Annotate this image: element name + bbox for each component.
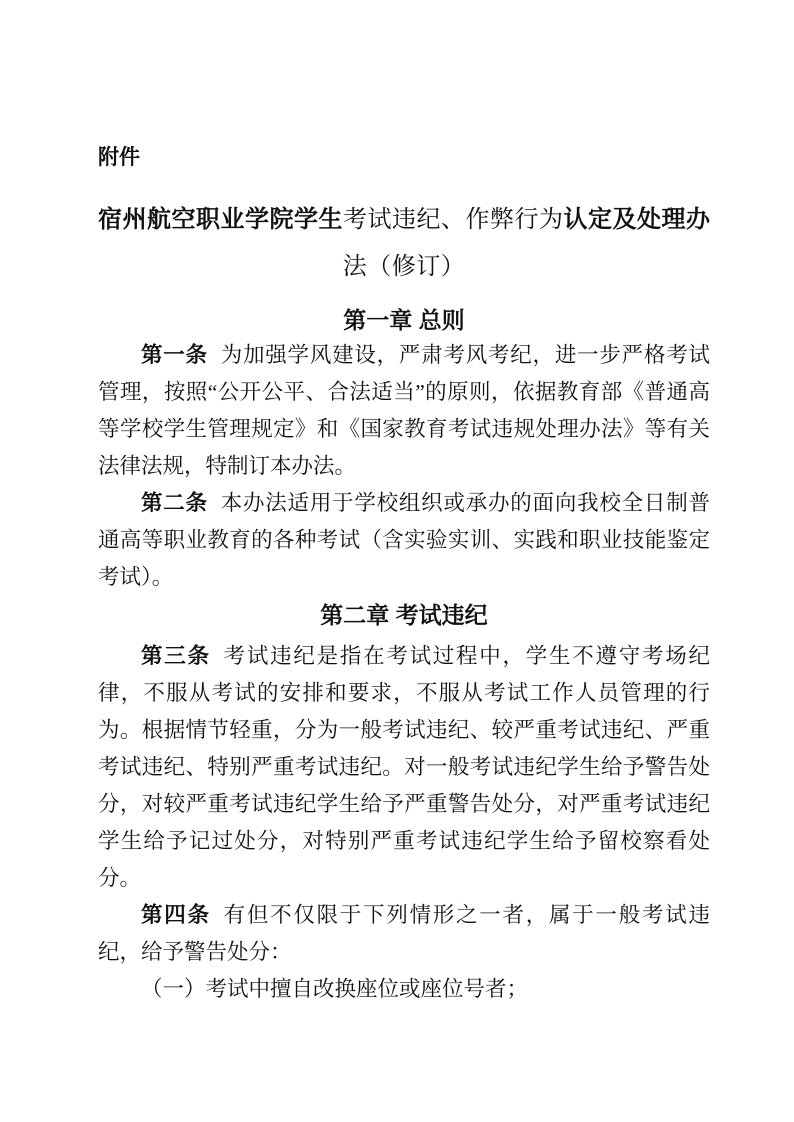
article-3-text: 考试违纪是指在考试过程中，学生不遵守考场纪律，不服从考试的安排和要求，不服从考试工作人员管理的行为。根据情节轻重，分为一般考试违纪、较严重考试违纪、严重考试违纪、特别严重考试违纪。对一般考试违纪学生给予警告处分，对较严重考试违纪学生给予严重警告处分，对严重考试违纪学生给予记过处分，对特别严重考试违纪学生给予留校察看处分。 [98,644,710,890]
article-2-text: 本办法适用于学校组织或承办的面向我校全日制普通高等职业教育的各种考试（含实验实训、实践和职业技能鉴定考试）。 [98,491,710,589]
article-4-text: 有但不仅限于下列情形之一者，属于一般考试违纪，给予警告处分： [98,903,710,964]
title-segment: 考试违纪、作弊行为 [343,207,564,233]
document-content [0,145,794,1008]
title-segment: 宿州航空职业学院学生 [98,207,343,233]
document-title-line-2 [98,244,710,291]
article-4-lead: 第四条 [141,903,211,927]
attachment-label: 附件 [98,146,140,169]
article-1 [98,337,710,485]
title-segment: 认定及 [563,207,637,233]
document-title [98,197,710,291]
chapter-heading-2: 第二章 考试违纪 [320,602,488,628]
article-3-lead: 第三条 [141,644,211,668]
document-body [98,303,710,1008]
article-1-text: 为加强学风建设，严肃考风考纪，进一步严格考试管理，按照“公开公平、合法适当”的原则，依据教育部《普通高等学校学生管理规定》和《国家教育考试违规处理办法》等有关法律法规，特制订本办法。 [98,343,710,478]
chapter-heading-1: 第一章 总则 [343,307,465,333]
title-segment: 法（修订） [342,254,466,280]
article-2-lead: 第二条 [141,491,208,515]
clause-item-1: （一）考试中擅自改换座位或座位号者； [141,977,529,1001]
article-2 [98,485,710,596]
document-title-line-1 [98,197,710,244]
title-segment: 处理办 [637,207,711,233]
article-1-lead: 第一条 [141,343,208,367]
article-4 [98,897,710,971]
article-3 [98,638,710,897]
